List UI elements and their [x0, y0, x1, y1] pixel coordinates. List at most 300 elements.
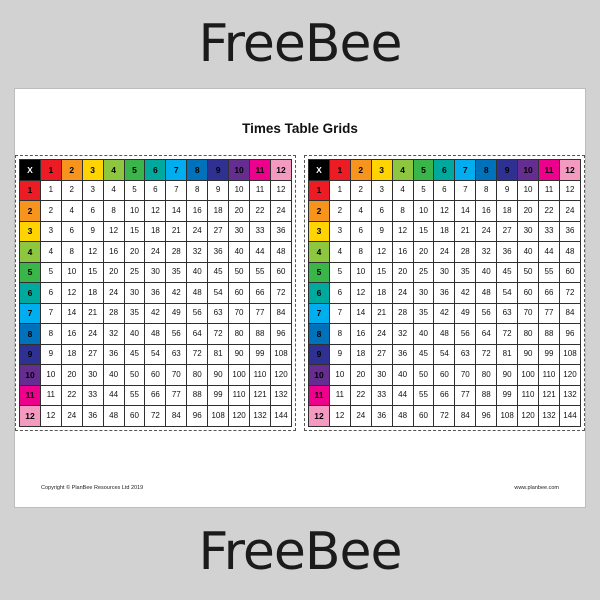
- table-cell: 3: [82, 180, 103, 201]
- column-header-cell: 2: [61, 160, 82, 181]
- table-cell: 121: [539, 385, 560, 406]
- table-cell: 4: [103, 180, 124, 201]
- table-cell: 72: [187, 344, 208, 365]
- table-row: [309, 385, 581, 406]
- table-cell: 63: [455, 344, 476, 365]
- table-cell: 24: [350, 406, 371, 427]
- table-cell: 18: [497, 201, 518, 222]
- table-cell: 77: [455, 385, 476, 406]
- table-cell: 50: [124, 365, 145, 386]
- row-header-cell: 5: [309, 262, 330, 283]
- table-cell: 28: [166, 242, 187, 263]
- table-cell: 88: [187, 385, 208, 406]
- table-cell: 77: [166, 385, 187, 406]
- table-cell: 81: [208, 344, 229, 365]
- row-header-cell: 12: [309, 406, 330, 427]
- table-row: [20, 262, 292, 283]
- table-cell: 40: [124, 324, 145, 345]
- table-cell: 20: [350, 365, 371, 386]
- table-cell: 40: [476, 262, 497, 283]
- table-cell: 20: [413, 242, 434, 263]
- table-row: [309, 324, 581, 345]
- table-cell: 36: [270, 221, 291, 242]
- table-cell: 2: [61, 180, 82, 201]
- table-cell: 21: [82, 303, 103, 324]
- column-header-cell: 6: [434, 160, 455, 181]
- table-cell: 9: [40, 344, 61, 365]
- row-header-cell: 11: [20, 385, 41, 406]
- table-cell: 11: [250, 180, 271, 201]
- table-cell: 32: [392, 324, 413, 345]
- column-header-cell: 11: [539, 160, 560, 181]
- table-cell: 32: [187, 242, 208, 263]
- column-header-cell: 8: [476, 160, 497, 181]
- table-cell: 35: [455, 262, 476, 283]
- table-cell: 72: [559, 283, 580, 304]
- table-cell: 5: [40, 262, 61, 283]
- row-header-cell: 8: [20, 324, 41, 345]
- table-cell: 64: [187, 324, 208, 345]
- table-cell: 18: [350, 344, 371, 365]
- table-row: [20, 201, 292, 222]
- table-cell: 48: [187, 283, 208, 304]
- table-cell: 21: [455, 221, 476, 242]
- table-cell: 80: [229, 324, 250, 345]
- website-text: www.planbee.com: [514, 485, 559, 491]
- table-cell: 40: [103, 365, 124, 386]
- table-row: [20, 180, 292, 201]
- table-cell: 60: [124, 406, 145, 427]
- table-row: [309, 221, 581, 242]
- sheet-footer: [15, 485, 585, 491]
- table-cell: 27: [371, 344, 392, 365]
- table-row: [20, 385, 292, 406]
- table-corner-cell: X: [20, 160, 41, 181]
- table-cell: 15: [124, 221, 145, 242]
- table-cell: 14: [455, 201, 476, 222]
- row-header-cell: 1: [309, 180, 330, 201]
- table-cell: 12: [61, 283, 82, 304]
- table-cell: 8: [476, 180, 497, 201]
- table-cell: 6: [82, 201, 103, 222]
- multiplication-table: [308, 159, 581, 427]
- table-cell: 10: [518, 180, 539, 201]
- table-cell: 66: [539, 283, 560, 304]
- table-cell: 40: [518, 242, 539, 263]
- table-cell: 33: [250, 221, 271, 242]
- table-cell: 9: [371, 221, 392, 242]
- table-row: [309, 406, 581, 427]
- table-row: [309, 344, 581, 365]
- table-cell: 24: [434, 242, 455, 263]
- table-cell: 70: [166, 365, 187, 386]
- table-cell: 88: [250, 324, 271, 345]
- table-cell: 4: [350, 201, 371, 222]
- table-cell: 50: [413, 365, 434, 386]
- table-cell: 42: [434, 303, 455, 324]
- table-cell: 16: [476, 201, 497, 222]
- table-cell: 24: [61, 406, 82, 427]
- table-cell: 6: [371, 201, 392, 222]
- table-cell: 12: [103, 221, 124, 242]
- table-cell: 80: [187, 365, 208, 386]
- table-row: [20, 344, 292, 365]
- column-header-cell: 10: [518, 160, 539, 181]
- row-header-cell: 9: [20, 344, 41, 365]
- table-cell: 36: [559, 221, 580, 242]
- table-cell: 55: [413, 385, 434, 406]
- table-cell: 20: [229, 201, 250, 222]
- table-cell: 49: [455, 303, 476, 324]
- table-cell: 48: [270, 242, 291, 263]
- row-header-cell: 9: [309, 344, 330, 365]
- row-header-cell: 4: [309, 242, 330, 263]
- table-cell: 6: [145, 180, 166, 201]
- table-cell: 2: [329, 201, 350, 222]
- table-cell: 44: [392, 385, 413, 406]
- row-header-cell: 1: [20, 180, 41, 201]
- table-cell: 7: [455, 180, 476, 201]
- table-cell: 60: [413, 406, 434, 427]
- table-row: [309, 365, 581, 386]
- table-cell: 60: [434, 365, 455, 386]
- table-cell: 72: [145, 406, 166, 427]
- table-cell: 35: [413, 303, 434, 324]
- table-cell: 42: [166, 283, 187, 304]
- table-cell: 100: [229, 365, 250, 386]
- table-cell: 12: [559, 180, 580, 201]
- table-cell: 45: [497, 262, 518, 283]
- table-cell: 54: [434, 344, 455, 365]
- table-cell: 144: [559, 406, 580, 427]
- table-cell: 36: [497, 242, 518, 263]
- table-cell: 50: [518, 262, 539, 283]
- table-cell: 28: [103, 303, 124, 324]
- table-cell: 40: [392, 365, 413, 386]
- table-cell: 32: [476, 242, 497, 263]
- times-table-grid-left: [15, 155, 296, 431]
- table-cell: 8: [329, 324, 350, 345]
- table-cell: 3: [371, 180, 392, 201]
- table-cell: 90: [497, 365, 518, 386]
- table-cell: 60: [229, 283, 250, 304]
- row-header-cell: 8: [309, 324, 330, 345]
- table-header-row: [20, 160, 292, 181]
- table-cell: 81: [497, 344, 518, 365]
- table-cell: 24: [187, 221, 208, 242]
- table-cell: 144: [270, 406, 291, 427]
- table-cell: 110: [229, 385, 250, 406]
- table-cell: 70: [518, 303, 539, 324]
- column-header-cell: 3: [82, 160, 103, 181]
- table-cell: 110: [250, 365, 271, 386]
- table-cell: 49: [166, 303, 187, 324]
- table-cell: 96: [270, 324, 291, 345]
- table-cell: 14: [166, 201, 187, 222]
- table-cell: 2: [40, 201, 61, 222]
- table-cell: 48: [392, 406, 413, 427]
- table-cell: 108: [559, 344, 580, 365]
- table-cell: 48: [103, 406, 124, 427]
- table-cell: 11: [539, 180, 560, 201]
- table-cell: 1: [40, 180, 61, 201]
- table-cell: 9: [208, 180, 229, 201]
- table-cell: 40: [229, 242, 250, 263]
- table-cell: 12: [329, 406, 350, 427]
- table-cell: 10: [229, 180, 250, 201]
- table-cell: 55: [250, 262, 271, 283]
- row-header-cell: 2: [20, 201, 41, 222]
- table-cell: 12: [350, 283, 371, 304]
- column-header-cell: 5: [124, 160, 145, 181]
- times-table-grid-right: [304, 155, 585, 431]
- table-cell: 30: [82, 365, 103, 386]
- table-cell: 55: [539, 262, 560, 283]
- table-cell: 48: [434, 324, 455, 345]
- table-cell: 90: [518, 344, 539, 365]
- table-cell: 30: [124, 283, 145, 304]
- table-cell: 35: [124, 303, 145, 324]
- table-cell: 18: [61, 344, 82, 365]
- table-cell: 8: [103, 201, 124, 222]
- table-cell: 14: [350, 303, 371, 324]
- table-cell: 15: [82, 262, 103, 283]
- table-cell: 48: [476, 283, 497, 304]
- table-cell: 108: [208, 406, 229, 427]
- table-cell: 96: [559, 324, 580, 345]
- table-cell: 20: [124, 242, 145, 263]
- table-cell: 12: [40, 406, 61, 427]
- table-cell: 3: [329, 221, 350, 242]
- table-row: [309, 180, 581, 201]
- bottom-banner: [0, 508, 600, 596]
- table-cell: 4: [40, 242, 61, 263]
- table-cell: 110: [539, 365, 560, 386]
- table-cell: 6: [350, 221, 371, 242]
- table-cell: 4: [329, 242, 350, 263]
- table-cell: 88: [476, 385, 497, 406]
- table-cell: 24: [270, 201, 291, 222]
- table-cell: 30: [145, 262, 166, 283]
- table-row: [20, 365, 292, 386]
- table-cell: 4: [61, 201, 82, 222]
- table-cell: 12: [371, 242, 392, 263]
- table-cell: 5: [329, 262, 350, 283]
- table-cell: 54: [208, 283, 229, 304]
- multiplication-table: [19, 159, 292, 427]
- table-cell: 24: [559, 201, 580, 222]
- table-cell: 132: [250, 406, 271, 427]
- column-header-cell: 5: [413, 160, 434, 181]
- table-corner-cell: X: [309, 160, 330, 181]
- table-cell: 22: [250, 201, 271, 222]
- table-cell: 56: [476, 303, 497, 324]
- table-cell: 22: [539, 201, 560, 222]
- table-cell: 10: [413, 201, 434, 222]
- column-header-cell: 12: [270, 160, 291, 181]
- table-cell: 60: [145, 365, 166, 386]
- table-cell: 77: [539, 303, 560, 324]
- table-cell: 36: [145, 283, 166, 304]
- brand-wordmark-bottom: FreeBee: [198, 522, 402, 582]
- table-cell: 35: [166, 262, 187, 283]
- table-row: [20, 406, 292, 427]
- table-cell: 100: [518, 365, 539, 386]
- table-cell: 18: [82, 283, 103, 304]
- table-cell: 20: [392, 262, 413, 283]
- column-header-cell: 11: [250, 160, 271, 181]
- table-cell: 120: [559, 365, 580, 386]
- table-cell: 14: [61, 303, 82, 324]
- row-header-cell: 3: [20, 221, 41, 242]
- table-cell: 30: [413, 283, 434, 304]
- table-cell: 84: [559, 303, 580, 324]
- table-cell: 44: [539, 242, 560, 263]
- column-header-cell: 12: [559, 160, 580, 181]
- table-cell: 63: [497, 303, 518, 324]
- column-header-cell: 1: [329, 160, 350, 181]
- table-cell: 80: [476, 365, 497, 386]
- table-cell: 18: [434, 221, 455, 242]
- table-cell: 66: [434, 385, 455, 406]
- table-cell: 45: [124, 344, 145, 365]
- table-cell: 8: [187, 180, 208, 201]
- table-cell: 120: [229, 406, 250, 427]
- table-row: [309, 201, 581, 222]
- table-cell: 108: [270, 344, 291, 365]
- column-header-cell: 4: [392, 160, 413, 181]
- column-header-cell: 7: [166, 160, 187, 181]
- table-cell: 33: [539, 221, 560, 242]
- table-cell: 132: [270, 385, 291, 406]
- table-cell: 16: [103, 242, 124, 263]
- table-cell: 84: [455, 406, 476, 427]
- row-header-cell: 2: [309, 201, 330, 222]
- table-cell: 7: [329, 303, 350, 324]
- table-cell: 12: [434, 201, 455, 222]
- table-cell: 20: [61, 365, 82, 386]
- table-cell: 132: [539, 406, 560, 427]
- table-row: [20, 242, 292, 263]
- table-cell: 10: [61, 262, 82, 283]
- table-row: [309, 242, 581, 263]
- table-cell: 11: [329, 385, 350, 406]
- table-cell: 48: [559, 242, 580, 263]
- table-cell: 132: [559, 385, 580, 406]
- row-header-cell: 7: [309, 303, 330, 324]
- row-header-cell: 12: [20, 406, 41, 427]
- table-cell: 96: [476, 406, 497, 427]
- table-cell: 55: [124, 385, 145, 406]
- table-cell: 10: [124, 201, 145, 222]
- table-cell: 99: [250, 344, 271, 365]
- table-cell: 42: [145, 303, 166, 324]
- table-cell: 15: [371, 262, 392, 283]
- table-cell: 27: [82, 344, 103, 365]
- table-cell: 110: [518, 385, 539, 406]
- table-cell: 84: [166, 406, 187, 427]
- table-cell: 18: [371, 283, 392, 304]
- table-cell: 4: [392, 180, 413, 201]
- table-cell: 45: [413, 344, 434, 365]
- table-cell: 8: [350, 242, 371, 263]
- table-cell: 8: [392, 201, 413, 222]
- table-cell: 72: [208, 324, 229, 345]
- row-header-cell: 10: [20, 365, 41, 386]
- table-cell: 5: [413, 180, 434, 201]
- table-cell: 6: [434, 180, 455, 201]
- table-cell: 3: [40, 221, 61, 242]
- table-cell: 66: [145, 385, 166, 406]
- table-cell: 22: [350, 385, 371, 406]
- table-cell: 72: [434, 406, 455, 427]
- table-cell: 48: [145, 324, 166, 345]
- table-cell: 77: [250, 303, 271, 324]
- table-cell: 56: [187, 303, 208, 324]
- table-cell: 11: [40, 385, 61, 406]
- table-cell: 20: [103, 262, 124, 283]
- column-header-cell: 8: [187, 160, 208, 181]
- table-cell: 30: [434, 262, 455, 283]
- table-cell: 60: [559, 262, 580, 283]
- table-cell: 1: [329, 180, 350, 201]
- row-header-cell: 3: [309, 221, 330, 242]
- table-cell: 28: [392, 303, 413, 324]
- table-cell: 16: [187, 201, 208, 222]
- table-cell: 18: [145, 221, 166, 242]
- table-cell: 20: [518, 201, 539, 222]
- table-cell: 64: [476, 324, 497, 345]
- page-title: Times Table Grids: [242, 121, 358, 136]
- table-cell: 33: [82, 385, 103, 406]
- table-cell: 10: [40, 365, 61, 386]
- table-row: [20, 324, 292, 345]
- table-cell: 27: [497, 221, 518, 242]
- row-header-cell: 6: [309, 283, 330, 304]
- row-header-cell: 10: [309, 365, 330, 386]
- table-cell: 10: [329, 365, 350, 386]
- table-cell: 120: [270, 365, 291, 386]
- top-banner: [0, 0, 600, 88]
- table-cell: 24: [392, 283, 413, 304]
- table-cell: 5: [124, 180, 145, 201]
- table-cell: 36: [208, 242, 229, 263]
- table-cell: 6: [61, 221, 82, 242]
- column-header-cell: 4: [103, 160, 124, 181]
- column-header-cell: 10: [229, 160, 250, 181]
- table-cell: 30: [229, 221, 250, 242]
- table-cell: 56: [455, 324, 476, 345]
- column-header-cell: 9: [208, 160, 229, 181]
- table-cell: 90: [229, 344, 250, 365]
- table-cell: 96: [187, 406, 208, 427]
- table-cell: 9: [82, 221, 103, 242]
- table-cell: 99: [539, 344, 560, 365]
- row-header-cell: 5: [20, 262, 41, 283]
- table-cell: 36: [371, 406, 392, 427]
- column-header-cell: 1: [40, 160, 61, 181]
- brand-wordmark-top: FreeBee: [198, 14, 402, 74]
- table-row: [20, 221, 292, 242]
- table-cell: 9: [497, 180, 518, 201]
- table-cell: 7: [166, 180, 187, 201]
- table-cell: 99: [208, 385, 229, 406]
- table-cell: 22: [61, 385, 82, 406]
- table-cell: 10: [350, 262, 371, 283]
- table-cell: 16: [350, 324, 371, 345]
- table-cell: 18: [208, 201, 229, 222]
- table-cell: 44: [250, 242, 271, 263]
